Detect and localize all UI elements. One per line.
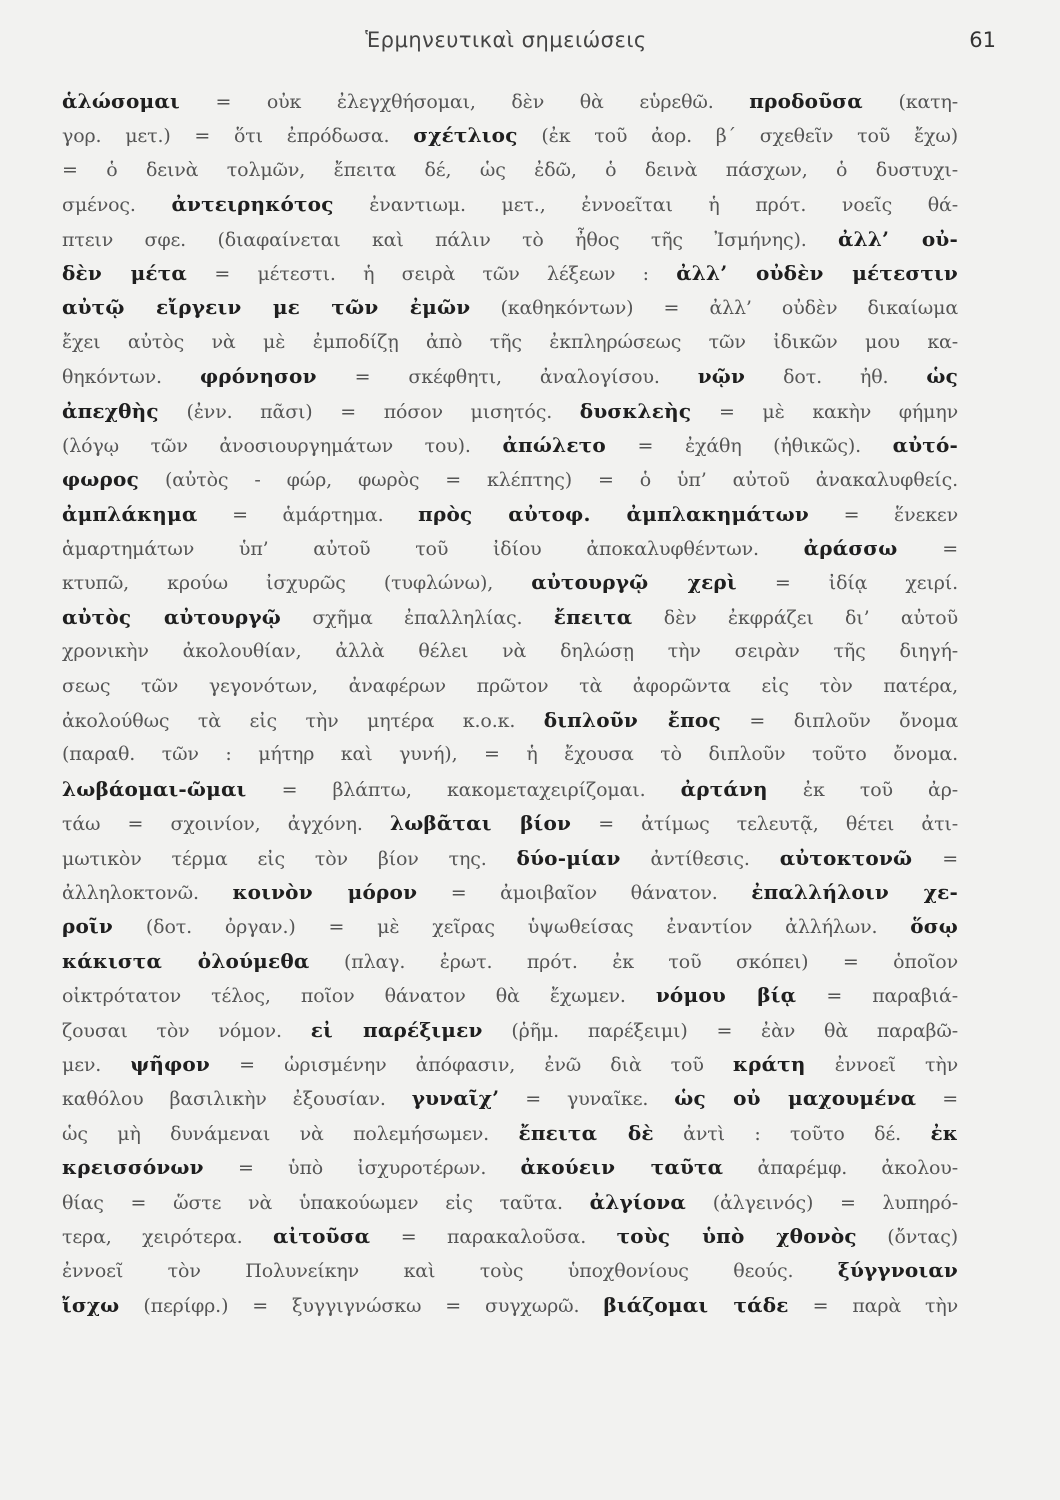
lemma-term: τοὺς ὑπὸ χθονὸς <box>616 1223 857 1248</box>
text-line <box>62 634 958 668</box>
lemma-term: λωβᾶται βίον <box>389 811 572 836</box>
gloss-text: = παραβιά- <box>796 985 958 1008</box>
commentary-text <box>62 84 958 1322</box>
gloss-text: = ἕνεκεν <box>808 503 958 526</box>
gloss-text: (περίφρ.) = ξυγγιγνώσκω = συγχωρῶ. <box>119 1294 604 1317</box>
text-line <box>62 428 958 462</box>
gloss-text: μεν. <box>62 1053 131 1076</box>
gloss-text: = ἀτίμως τελευτᾷ, θέτει ἀτι- <box>571 813 958 836</box>
lemma-term: ἀλλ’ οὐδὲν μέτεστιν <box>676 260 958 285</box>
gloss-text: πτειν σφε. (διαφαίνεται καὶ πάλιν τὸ ἦθος τῆς Ἰσμήνης). <box>62 228 838 251</box>
gloss-text: ὡς μὴ δυνάμεναι νὰ πολεμήσωμεν. <box>62 1122 519 1145</box>
gloss-text: (ἐκ τοῦ ἀορ. β΄ σχεθεῖν τοῦ ἔχω) <box>517 125 958 148</box>
gloss-text: ἀπαρέμφ. ἀκολου- <box>723 1157 958 1180</box>
lemma-term: σχέτλιος <box>413 123 518 148</box>
lemma-term: αὐτῷ εἴργειν με τῶν ἐμῶν <box>62 295 471 320</box>
lemma-term: λωβάομαι-ῶμαι <box>62 776 247 801</box>
gloss-text: = ὁ δεινὰ τολμῶν, ἔπειτα δέ, ὡς ἐδῶ, ὁ δεινὰ πάσχων, ὁ δυστυχι- <box>62 158 958 181</box>
lemma-term: ἀράσσω <box>803 536 898 561</box>
gloss-text: (ἐνν. πᾶσι) = πόσον μισητός. <box>158 400 580 423</box>
gloss-text: ἀκολούθως τὰ εἰς τὴν μητέρα κ.ο.κ. <box>62 710 544 733</box>
gloss-text: = παρὰ τὴν <box>788 1294 958 1317</box>
gloss-text: ἐννοεῖ τὸν Πολυνείκην καὶ τοὺς ὑποχθονίους θεούς. <box>62 1260 838 1283</box>
gloss-text: θίας = ὥστε νὰ ὑπακούωμεν εἰς ταῦτα. <box>62 1191 590 1214</box>
gloss-text: = ἐχάθη (ἠθικῶς). <box>605 434 893 457</box>
gloss-text: (αὐτὸς - φώρ, φωρὸς = κλέπτης) = ὁ ὑπ’ αὐτοῦ ἀνακαλυφθείς. <box>138 469 958 492</box>
lemma-term: ἀρτάνη <box>680 776 768 801</box>
gloss-text: = <box>912 847 958 870</box>
gloss-text: = <box>916 1088 958 1111</box>
gloss-text: (κατη- <box>862 91 958 113</box>
gloss-text: τάω = σχοινίον, ἀγχόνη. <box>62 813 390 836</box>
gloss-text: = ὡρισμένην ἀπόφασιν, ἐνῶ διὰ τοῦ <box>210 1053 733 1076</box>
text-line <box>62 909 958 943</box>
text-line <box>62 394 958 428</box>
gloss-text: (δοτ. ὀργαν.) = μὲ χεῖρας ὑψωθείσας ἐναντίον ἀλλήλων. <box>113 916 911 939</box>
gloss-text: ἀλληλοκτονῶ. <box>62 881 233 904</box>
lemma-term: φρόνησον <box>199 364 317 389</box>
text-line <box>62 669 958 703</box>
text-line <box>62 772 958 806</box>
lemma-term: ψῆφον <box>130 1051 211 1076</box>
text-line <box>62 497 958 531</box>
gloss-text: οἰκτρότατον τέλος, ποῖον θάνατον θὰ ἔχωμεν. <box>62 985 656 1008</box>
lemma-term: αὐτὸς αὐτουργῷ <box>62 604 281 629</box>
text-line <box>62 703 958 737</box>
gloss-text: = γυναῖκε. <box>499 1088 675 1111</box>
lemma-term: νόμου βίᾳ <box>655 983 797 1008</box>
lemma-term: προδοῦσα <box>749 89 863 113</box>
gloss-text: χρονικὴν ἀκολουθίαν, ἀλλὰ θέλει νὰ δηλώσῃ τὴν σειρὰν τῆς διηγή- <box>62 640 958 663</box>
lemma-term: αὐτοκτονῶ <box>779 845 913 870</box>
gloss-text: ἔχει αὐτὸς νὰ μὲ ἐμποδίζῃ ἀπὸ τῆς ἐκπληρώσεως τῶν ἰδικῶν μου κα- <box>62 330 958 353</box>
page-header <box>62 28 996 64</box>
text-line <box>62 290 958 324</box>
lemma-term: ἀλγίονα <box>589 1189 686 1214</box>
gloss-text: (ὄντας) <box>856 1225 958 1248</box>
lemma-term: κάκιστα ὀλούμεθα <box>62 948 310 973</box>
lemma-term: ὅσῳ <box>910 914 958 939</box>
text-line <box>62 84 958 118</box>
lemma-term: δὲν μέτα <box>62 260 188 285</box>
text-line <box>62 1047 958 1081</box>
gloss-text: μωτικὸν τέρμα εἰς τὸν βίον της. <box>62 847 517 870</box>
gloss-text: ἐννοεῖ τὴν <box>805 1053 958 1076</box>
text-line <box>62 531 958 565</box>
text-line <box>62 565 958 599</box>
lemma-term: ἐπαλλήλοιν χε- <box>751 879 958 904</box>
gloss-text: = ἁμάρτημα. <box>197 503 419 526</box>
lemma-term: ξύγγνοιαν <box>837 1258 958 1283</box>
lemma-term: ἀπεχθὴς <box>62 398 159 423</box>
lemma-term: ὡς οὐ μαχουμένα <box>674 1086 917 1111</box>
text-line <box>62 462 958 496</box>
text-line <box>62 1288 958 1322</box>
running-title: Ἑρμηνευτικαὶ σημειώσεις <box>365 28 647 52</box>
gloss-text: (παραθ. τῶν : μήτηρ καὶ γυνή), = ἡ ἔχουσα τὸ διπλοῦν τοῦτο ὄνομα. <box>62 743 958 766</box>
gloss-text: = διπλοῦν ὄνομα <box>720 710 958 733</box>
gloss-text: ἀντίθεσις. <box>620 847 780 870</box>
gloss-text: = ἀμοιβαῖον θάνατον. <box>417 881 752 904</box>
lemma-term: ροῖν <box>62 914 113 939</box>
gloss-text: (καθηκόντων) = ἀλλ’ οὐδὲν δικαίωμα <box>470 297 958 320</box>
lemma-term: ἔπειτα δὲ <box>518 1120 654 1145</box>
lemma-term: πρὸς αὐτοφ. ἀμπλακημάτων <box>418 501 809 526</box>
gloss-text: κτυπῶ, κρούω ἰσχυρῶς (τυφλώνω), <box>62 572 532 595</box>
gloss-text: ἐναντιωμ. μετ., ἐννοεῖται ἡ πρότ. νοεῖς θά- <box>333 194 958 217</box>
gloss-text: ἐκ τοῦ ἀρ- <box>767 778 958 801</box>
gloss-text: (λόγῳ τῶν ἀνοσιουργημάτων του). <box>62 434 503 457</box>
lemma-term: ἀκούειν ταῦτα <box>520 1155 724 1180</box>
text-line <box>62 187 958 221</box>
lemma-term: βιάζομαι τάδε <box>603 1292 789 1317</box>
page-number: 61 <box>969 28 996 52</box>
gloss-text: δὲν ἐκφράζει δι’ αὐτοῦ <box>632 606 958 629</box>
gloss-text: = ἰδίᾳ χειρί. <box>736 572 958 595</box>
text-line <box>62 222 958 256</box>
text-line <box>62 153 958 187</box>
text-line <box>62 1219 958 1253</box>
text-line <box>62 806 958 840</box>
gloss-text: ἁμαρτημάτων ὑπ’ αὐτοῦ τοῦ ἰδίου ἀποκαλυφθέντων. <box>62 538 804 561</box>
gloss-text: σμένος. <box>62 194 172 217</box>
gloss-text: = μέτεστι. ἡ σειρὰ τῶν λέξεων : <box>187 262 677 285</box>
gloss-text: = μὲ κακὴν φήμην <box>691 400 958 423</box>
text-line <box>62 325 958 359</box>
gloss-text: καθόλου βασιλικὴν ἐξουσίαν. <box>62 1088 412 1111</box>
lemma-term: ἔπειτα <box>553 604 633 629</box>
gloss-text: (ἀλγεινός) = λυπηρό- <box>685 1191 958 1214</box>
lemma-term: κρεισσόνων <box>62 1155 204 1180</box>
gloss-text: = βλάπτω, κακομεταχειρίζομαι. <box>246 778 681 801</box>
text-line <box>62 1150 958 1184</box>
text-line <box>62 1081 958 1115</box>
gloss-text: (ῥῆμ. παρέξειμι) = ἐὰν θὰ παραβῶ- <box>482 1019 958 1042</box>
lemma-term: ὡς <box>926 364 958 389</box>
text-line <box>62 118 958 152</box>
gloss-text: ζουσαι τὸν νόμον. <box>62 1019 311 1042</box>
lemma-term: ἀλλ’ οὐ- <box>838 226 958 251</box>
gloss-text: = σκέφθητι, ἀναλογίσου. <box>316 366 698 389</box>
gloss-text: (πλαγ. ἐρωτ. πρότ. ἐκ τοῦ σκόπει) = ὁποῖον <box>309 950 958 973</box>
lemma-term: αὐτουργῷ χερὶ <box>531 570 737 595</box>
lemma-term: διπλοῦν ἔπος <box>543 708 721 733</box>
gloss-text: σεως τῶν γεγονότων, ἀναφέρων πρῶτον τὰ ἀφορῶντα εἰς τὸν πατέρα, <box>62 674 958 697</box>
text-line <box>62 1013 958 1047</box>
lemma-term: ἐκ <box>930 1120 958 1145</box>
lemma-term: αἰτοῦσα <box>272 1223 371 1248</box>
text-line <box>62 1116 958 1150</box>
gloss-text: θηκόντων. <box>62 366 200 389</box>
lemma-term: γυναῖχ’ <box>411 1086 500 1111</box>
text-line <box>62 737 958 771</box>
text-line <box>62 978 958 1012</box>
text-line <box>62 359 958 393</box>
text-line <box>62 944 958 978</box>
gloss-text: σχῆμα ἐπαλληλίας. <box>280 606 554 629</box>
lemma-term: ἀμπλάκημα <box>62 501 198 526</box>
text-line <box>62 875 958 909</box>
lemma-term: ἴσχω <box>62 1292 120 1317</box>
lemma-term: κοινὸν μόρον <box>232 879 418 904</box>
lemma-term: ἀντειρηκότος <box>171 192 334 217</box>
lemma-term: νῷν <box>697 364 746 389</box>
lemma-term: δυσκλεὴς <box>579 398 692 423</box>
gloss-text: = παρακαλοῦσα. <box>370 1225 617 1248</box>
gloss-text: τερα, χειρότερα. <box>62 1225 273 1248</box>
text-line <box>62 256 958 290</box>
lemma-term: φωρος <box>62 467 139 492</box>
gloss-text: ἀντὶ : τοῦτο δέ. <box>653 1122 931 1145</box>
gloss-text: = <box>897 538 958 561</box>
lemma-term: δύο-μίαν <box>516 845 621 870</box>
gloss-text: γορ. μετ.) = ὅτι ἐπρόδωσα. <box>62 125 414 148</box>
text-line <box>62 600 958 634</box>
text-line <box>62 1185 958 1219</box>
lemma-term: κράτη <box>732 1051 806 1076</box>
text-line <box>62 841 958 875</box>
lemma-term: ἀπώλετο <box>502 432 606 457</box>
lemma-term: αὐτό- <box>892 432 958 457</box>
lemma-term: ἁλώσομαι <box>62 89 180 113</box>
gloss-text: δοτ. ἠθ. <box>745 366 927 389</box>
lemma-term: εἰ παρέξιμεν <box>310 1017 483 1042</box>
text-line <box>62 1253 958 1287</box>
gloss-text: = οὐκ ἐλεγχθήσομαι, δὲν θὰ εὑρεθῶ. <box>179 91 750 113</box>
gloss-text: = ὑπὸ ἰσχυροτέρων. <box>203 1157 521 1180</box>
